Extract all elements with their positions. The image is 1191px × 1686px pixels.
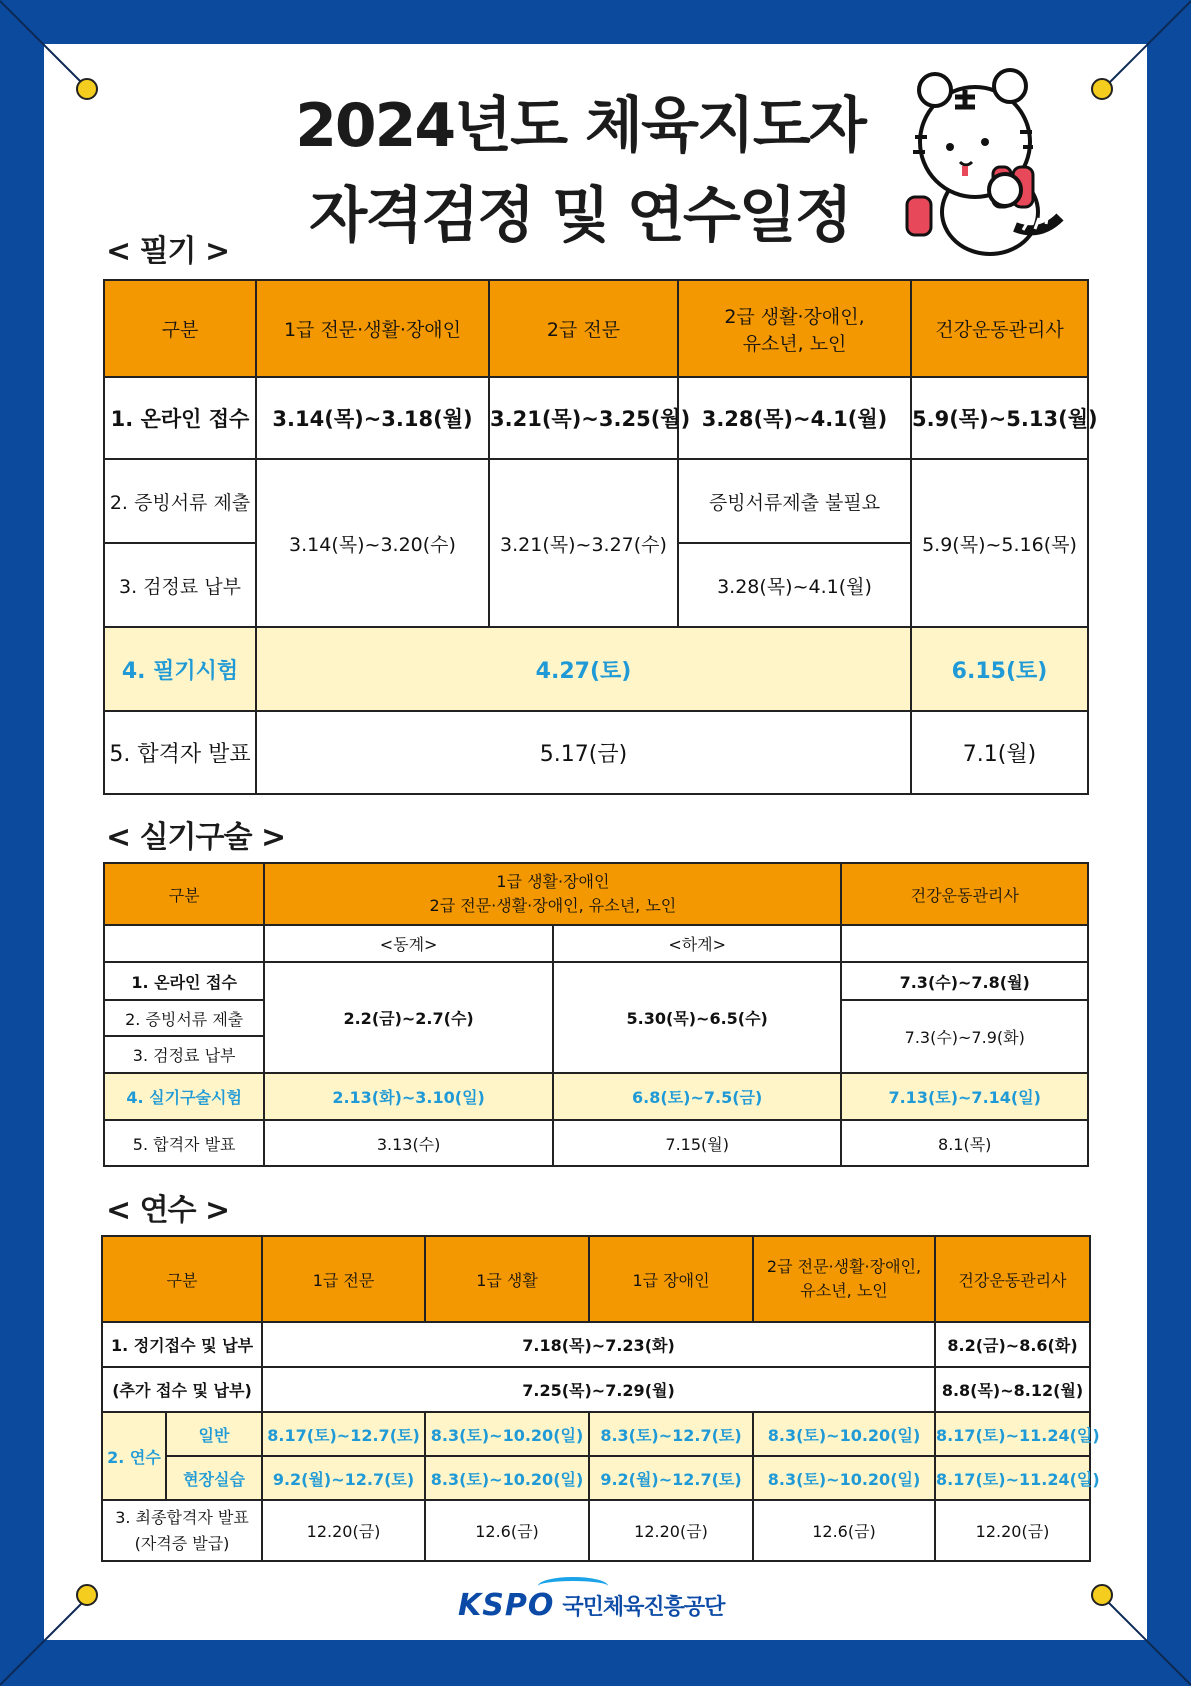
logo-brand: KSPO [458, 1587, 555, 1623]
page-title-line1: 2024년도 체육지도자 [295, 91, 865, 161]
tiger-mascot-icon [895, 62, 1070, 262]
header-grade2-all: 2급 전문·생활·장애인, 유소년, 노인 [753, 1236, 935, 1322]
cell-docs-c3: 증빙서류제출 불필요 [678, 459, 911, 543]
cell-summer-results: 7.15(월) [553, 1120, 842, 1166]
section-title-training: < 연수 > [106, 1193, 230, 1228]
row-label-written-exam: 4. 필기시험 [104, 627, 256, 711]
logo-swoosh-icon [538, 1577, 608, 1595]
grommet-bottom-left [76, 1584, 98, 1606]
cell-field-grade1-life: 8.3(토)~10.20(일) [425, 1456, 589, 1500]
header-grades: 1급 생활·장애인 2급 전문·생활·장애인, 유소년, 노인 [264, 863, 841, 925]
row-label-online: 1. 온라인 접수 [104, 962, 264, 1000]
header-grade1-pro: 1급 전문 [262, 1236, 425, 1322]
header-grade2-life: 2급 생활·장애인, 유소년, 노인 [678, 280, 911, 377]
cell-field-grade1-pro: 9.2(월)~12.7(토) [262, 1456, 425, 1500]
row-label-general: 일반 [166, 1412, 262, 1456]
cell-docs-c2: 3.21(목)~3.27(수) [489, 459, 678, 627]
row-label-results: 5. 합격자 발표 [104, 711, 256, 794]
header-health-manager: 건강운동관리사 [935, 1236, 1090, 1322]
cell-health-results: 8.1(목) [841, 1120, 1088, 1166]
cell-general-grade1-life: 8.3(토)~10.20(일) [425, 1412, 589, 1456]
section-title-practical: < 실기구술 > [106, 820, 286, 855]
row-label-fee: 3. 검정료 납부 [104, 543, 256, 627]
cell-online-c1: 3.14(목)~3.18(월) [256, 377, 489, 459]
cell-field-health: 8.17(토)~11.24(일) [935, 1456, 1090, 1500]
cell-final-grade1-disabled: 12.20(금) [589, 1500, 753, 1561]
header-grade2-pro: 2급 전문 [489, 280, 678, 377]
cell-health-exam: 7.13(토)~7.14(일) [841, 1073, 1088, 1120]
section-title-written: < 필기 > [106, 234, 230, 269]
written-schedule-table [103, 279, 1098, 795]
header-category: 구분 [104, 863, 264, 925]
row-label-training: 2. 연수 [102, 1412, 166, 1500]
row-label-practical-exam: 4. 실기구술시험 [104, 1073, 264, 1120]
row-label-fee: 3. 검정료 납부 [104, 1036, 264, 1073]
cell-summer-registration: 5.30(목)~6.5(수) [553, 962, 842, 1073]
subheader-winter: <동계> [264, 925, 553, 962]
cell-health-online: 7.3(수)~7.8(월) [841, 962, 1088, 1000]
header-grade1-all: 1급 전문·생활·장애인 [256, 280, 489, 377]
header-grade1-disabled: 1급 장애인 [589, 1236, 753, 1322]
grommet-bottom-right [1091, 1584, 1113, 1606]
cell-summer-exam: 6.8(토)~7.5(금) [553, 1073, 842, 1120]
training-schedule-table [101, 1235, 1100, 1562]
subheader-summer: <하계> [553, 925, 842, 962]
cell-extra-registration-health: 8.8(목)~8.12(월) [935, 1367, 1090, 1412]
cell-winter-exam: 2.13(화)~3.10(일) [264, 1073, 553, 1120]
cell-winter-registration: 2.2(금)~2.7(수) [264, 962, 553, 1073]
cell-health-docs-fee: 7.3(수)~7.9(화) [841, 1000, 1088, 1073]
cell-general-grade1-disabled: 8.3(토)~12.7(토) [589, 1412, 753, 1456]
header-health-manager: 건강운동관리사 [911, 280, 1088, 377]
cell-field-grade2: 8.3(토)~10.20(일) [753, 1456, 935, 1500]
subheader-blank [104, 925, 264, 962]
cell-final-grade2: 12.6(금) [753, 1500, 935, 1561]
cell-general-grade2: 8.3(토)~10.20(일) [753, 1412, 935, 1456]
cell-extra-registration: 7.25(목)~7.29(월) [262, 1367, 935, 1412]
logo-org-name: 국민체육진흥공단 [562, 1594, 725, 1620]
cell-regular-registration-health: 8.2(금)~8.6(화) [935, 1322, 1090, 1367]
cell-docs-c4: 5.9(목)~5.16(목) [911, 459, 1088, 627]
header-grade1-life: 1급 생활 [425, 1236, 589, 1322]
row-label-regular-registration: 1. 정기접수 및 납부 [102, 1322, 262, 1367]
cell-winter-results: 3.13(수) [264, 1120, 553, 1166]
row-label-documents: 2. 증빙서류 제출 [104, 459, 256, 543]
cell-general-grade1-pro: 8.17(토)~12.7(토) [262, 1412, 425, 1456]
cell-general-health: 8.17(토)~11.24(일) [935, 1412, 1090, 1456]
header-category: 구분 [104, 280, 256, 377]
row-label-online: 1. 온라인 접수 [104, 377, 256, 459]
header-health-manager: 건강운동관리사 [841, 863, 1088, 925]
header-category: 구분 [102, 1236, 262, 1322]
cell-results-main: 5.17(금) [256, 711, 911, 794]
row-label-extra-registration: (추가 접수 및 납부) [102, 1367, 262, 1412]
cell-online-c4: 5.9(목)~5.13(월) [911, 377, 1088, 459]
grommet-top-left [76, 78, 98, 100]
grommet-top-right [1091, 78, 1113, 100]
cell-final-health: 12.20(금) [935, 1500, 1090, 1561]
row-label-documents: 2. 증빙서류 제출 [104, 1000, 264, 1036]
cell-final-grade1-pro: 12.20(금) [262, 1500, 425, 1561]
cell-results-health: 7.1(월) [911, 711, 1088, 794]
cell-fee-c3: 3.28(목)~4.1(월) [678, 543, 911, 627]
subheader-blank-health [841, 925, 1088, 962]
row-label-field-practice: 현장실습 [166, 1456, 262, 1500]
cell-docs-c1: 3.14(목)~3.20(수) [256, 459, 489, 627]
cell-written-exam-main: 4.27(토) [256, 627, 911, 711]
cell-regular-registration: 7.18(목)~7.23(화) [262, 1322, 935, 1367]
cell-online-c2: 3.21(목)~3.25(월) [489, 377, 678, 459]
cell-online-c3: 3.28(목)~4.1(월) [678, 377, 911, 459]
row-label-final-results: 3. 최종합격자 발표 (자격증 발급) [102, 1500, 262, 1561]
kspo-logo [458, 1585, 724, 1625]
practical-schedule-table [103, 862, 1089, 1167]
row-label-results: 5. 합격자 발표 [104, 1120, 264, 1166]
page-title-line2: 자격검정 및 연수일정 [309, 181, 851, 251]
cell-final-grade1-life: 12.6(금) [425, 1500, 589, 1561]
cell-field-grade1-disabled: 9.2(월)~12.7(토) [589, 1456, 753, 1500]
cell-written-exam-health: 6.15(토) [911, 627, 1088, 711]
